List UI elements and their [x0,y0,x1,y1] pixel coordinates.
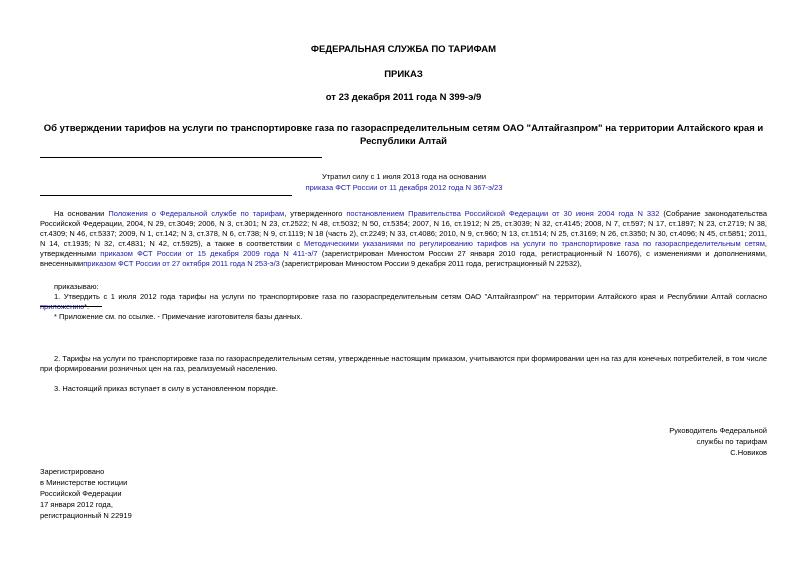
fst-order-253-link[interactable]: приказом ФСТ России от 27 октября 2011 года N 253-э/3 [83,259,280,268]
methodical-guidelines-link[interactable]: Методическими указаниями по регулированию тарифов на услуги по транспортировке газа по газораспределительным сетям [304,239,765,248]
basis-paragraph [40,209,767,269]
status-text: Утратил силу с 1 июля 2013 года на основании [321,172,487,181]
item-1 [40,292,767,312]
signature-line-2: службы по тарифам [696,437,767,446]
basis-text-2: , утвержденного [284,209,347,218]
fst-order-411-link[interactable]: приказом ФСТ России от 15 декабря 2009 года N 411-э/7 [100,249,318,258]
government-decree-link[interactable]: постановлением Правительства Российской Федерации от 30 июня 2004 года N 332 [346,209,660,218]
footnote: * Приложение см. по ссылке. - Примечание изготовителя базы данных. [54,312,303,321]
item-1-text: 1. Утвердить с 1 июля 2012 года тарифы на услуги по транспортировке газа по газораспределительным сетям ОАО "Алтайгазпром" на территории Алтайского края и Республики Алтай согласно [54,292,767,301]
appendix-link[interactable]: приложению [40,302,85,311]
signature-name: С.Новиков [730,448,767,457]
basis-text-3: (Собрание законодательства Российской Федерации, 2004, N 29, ст.3049; 2006, N 3, ст.301; N 23, ст.2522; N 48, ст.5032; N 50, ст.5354; 2007, N 16, ст.1912; N 25, ст.3039; N 32, ст.4145; 2008, N 7, ст.597; N 17, ст.1897; N 23, ст.2719; N 38, ст.4309; N 46, ст.5337; 2009, N 1, ст.142; N 3, ст.378, N 6, ст.738; N 9, ст.1119; N 18 (часть 2), ст.2249; N 33, ст.4086; 2010, N 9, ст.960; N 13, ст.1514; N 25, ст.3169; N 26, ст.3350; N 30, ст.4096; N 45, ст.5851; 2011, N 14, ст.1935; N 32, ст.4831; N 42, ст.5925), а также в соответствии с [40,209,767,248]
registration-number: регистрационный N 22919 [40,511,132,520]
item-1-tail: *. [84,302,90,311]
registration-date: 17 января 2012 года, [40,500,113,509]
registration-block [40,466,132,521]
document-title: Об утверждении тарифов на услуги по транспортировке газа по газораспределительным сетям ОАО "Алтайгазпром" на территории Алтайского края и Республики Алтай [43,123,764,147]
basis-text-1: На основании [54,209,109,218]
item-3: 3. Настоящий приказ вступает в силу в установленном порядке. [54,384,278,393]
status-notice [40,171,768,193]
signature-line-1: Руководитель Федеральной [669,426,767,435]
registration-line-3: Российской Федерации [40,489,122,498]
registration-line-2: в Министерстве юстиции [40,478,128,487]
issuing-authority: ФЕДЕРАЛЬНАЯ СЛУЖБА ПО ТАРИФАМ [310,44,497,55]
divider-top [40,157,322,158]
basis-text-5: (зарегистрирован Минюстом России 27 января 2010 года, регистрационный N 16076), с изменениями и дополнениями, внесенными [40,249,767,268]
status-repeal-link[interactable]: приказа ФСТ России от 11 декабря 2012 года N 367-э/23 [305,183,503,192]
footnote-divider [40,306,102,307]
basis-text-4: , утвержденными [40,239,767,258]
document-type: ПРИКАЗ [384,69,423,80]
signature-block [669,425,767,458]
fst-regulation-link[interactable]: Положения о Федеральной службе по тарифам [108,209,285,218]
item-2: 2. Тарифы на услуги по транспортировке газа по газораспределительным сетям, утвержденные настоящим приказом, учитываются при формировании цен на газ для конечных потребителей, в том числе при формировании розничных цен на газ, реализуемый населению. [40,354,767,373]
basis-text-6: (зарегистрирован Минюстом России 9 декабря 2011 года, регистрационный N 22532), [279,259,582,268]
document-date-number: от 23 декабря 2011 года N 399-э/9 [325,92,482,103]
divider-bottom [40,195,292,196]
order-word: приказываю: [54,282,99,291]
registration-line-1: Зарегистрировано [40,467,105,476]
